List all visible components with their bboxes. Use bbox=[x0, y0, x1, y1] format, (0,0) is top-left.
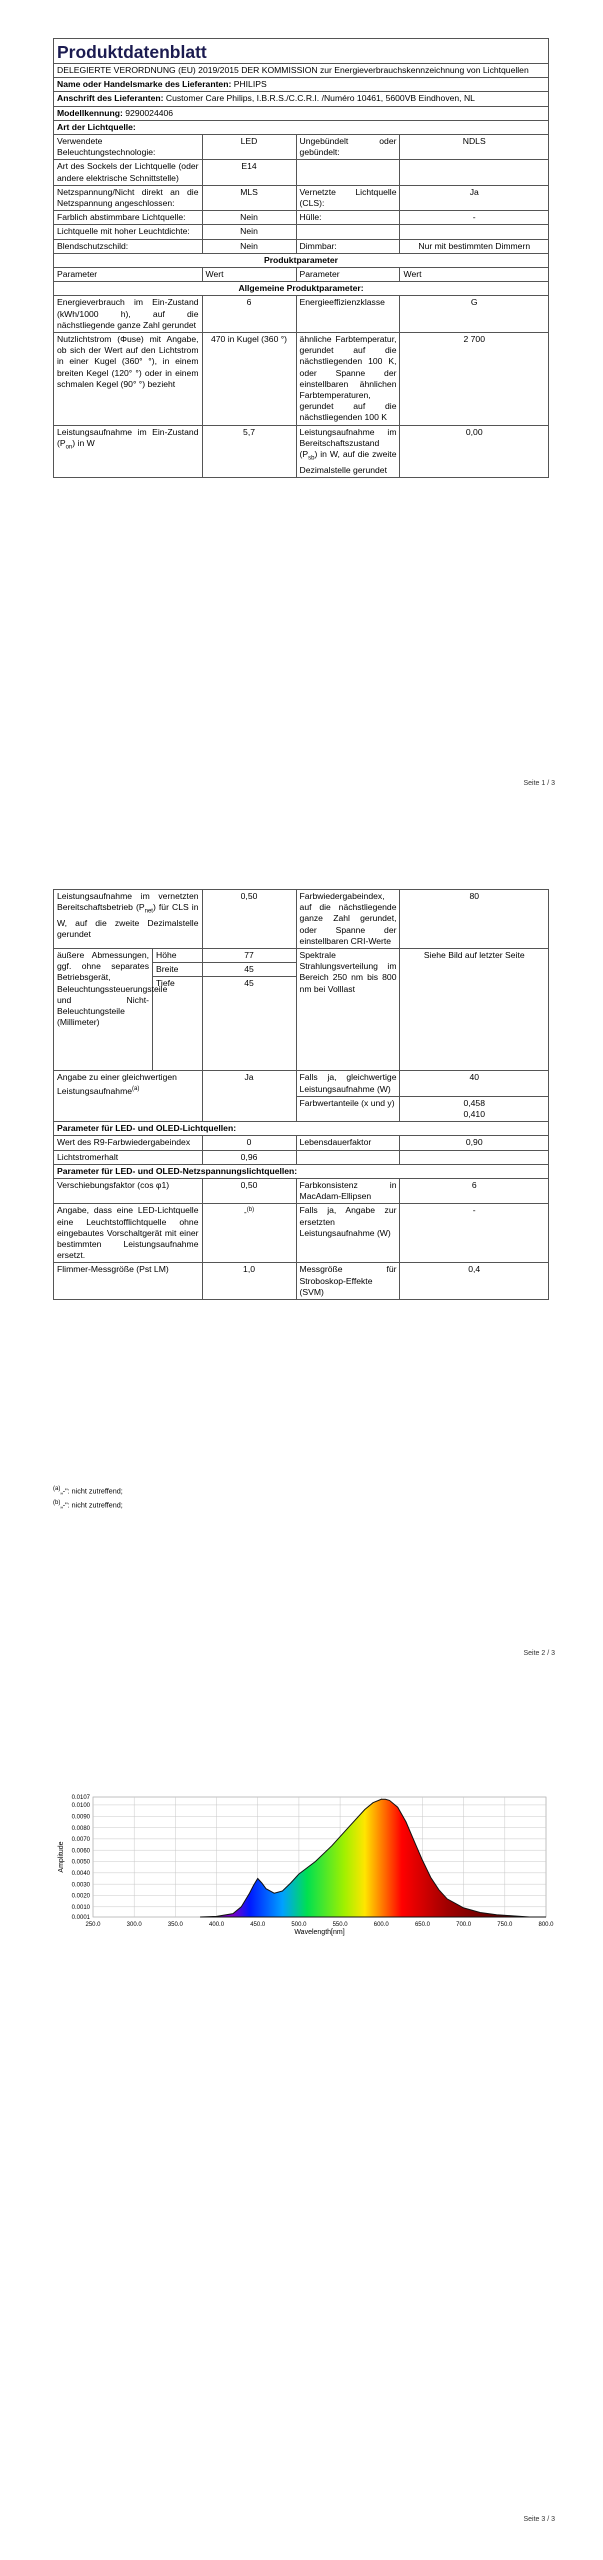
y-tick-label: 0.0107 bbox=[71, 1795, 90, 1802]
table-row: Farbwertanteile (x und y) 0,458 0,410 bbox=[54, 1096, 549, 1121]
supplier-name-row: Name oder Handelsmarke des Lieferanten: PHILIPS bbox=[54, 78, 549, 92]
y-tick-label: 0.0090 bbox=[71, 1814, 90, 1821]
x-tick-label: 450.0 bbox=[250, 1922, 266, 1928]
table-row: Art des Sockels der Lichtquelle (oder andere elektrische Schnittstelle) E14 bbox=[54, 160, 549, 185]
led-params-heading: Parameter für LED- und OLED-Lichtquellen: bbox=[54, 1122, 549, 1136]
y-tick-label: 0.0060 bbox=[71, 1848, 90, 1855]
table-row: Angabe, dass eine LED-Lichtquelle eine Leuchtstofflichtquelle ohne eingebautes Vorschaltgerät mit einer bestimmten Leistungsaufnahme ersetzt. -$^{(b)}$ Falls ja, Angabe zur ersetzten Leistungsaufnahme (W) - bbox=[54, 1204, 549, 1263]
x-tick-label: 250.0 bbox=[85, 1922, 101, 1928]
table-row: Flimmer-Messgröße (Pst LM) 1,0 Messgröße für Stroboskop-Effekte (SVM) 0,4 bbox=[54, 1263, 549, 1300]
x-tick-label: 750.0 bbox=[497, 1922, 513, 1928]
footnotes bbox=[53, 1483, 123, 1512]
x-axis-label: Wavelength[nm] bbox=[294, 1929, 345, 1936]
footnote-b: $^{(b)}$„-": nicht zutreffend; bbox=[53, 1500, 123, 1510]
page-number: Seite 1 / 3 bbox=[523, 780, 555, 787]
x-tick-label: 400.0 bbox=[209, 1922, 225, 1928]
y-tick-label: 0.0040 bbox=[71, 1871, 90, 1878]
page-number: Seite 2 / 3 bbox=[523, 1650, 555, 1657]
table-row: äußere Abmessungen, ggf. ohne separates Betriebsgerät, Beleuchtungssteuerungsteile und Nicht-Beleuchtungsteile (Millimeter) Höhe 77 Spektrale Strahlungsverteilung im Bereich 250 nm bis 800 nm bei Volllast Siehe Bild auf letzter Seite bbox=[54, 949, 549, 963]
table-row: Wert des R9-Farbwiedergabeindex 0 Lebensdauerfaktor 0,90 bbox=[54, 1136, 549, 1150]
x-tick-label: 550.0 bbox=[332, 1922, 348, 1928]
y-tick-label: 0.0070 bbox=[71, 1837, 90, 1844]
y-tick-label: 0.0010 bbox=[71, 1905, 90, 1912]
x-tick-label: 700.0 bbox=[456, 1922, 472, 1928]
y-tick-label: 0.0001 bbox=[71, 1915, 90, 1922]
table-row: Leistungsaufnahme im Ein-Zustand $(P_{on})$ in W 5,7 Leistungsaufnahme im Bereitschaftszustand $(P_{sb})$ in W, auf die zweite Dezimalstelle gerundet 0,00 bbox=[54, 425, 549, 478]
y-axis-label: Amplitude bbox=[58, 1841, 65, 1873]
table-row: Lichtquelle mit hoher Leuchtdichte: Nein bbox=[54, 225, 549, 239]
y-tick-label: 0.0050 bbox=[71, 1859, 90, 1866]
x-tick-label: 600.0 bbox=[373, 1922, 389, 1928]
footnote-a: $^{(a)}$„-": nicht zutreffend; bbox=[53, 1486, 123, 1496]
spectrum-chart bbox=[53, 1789, 558, 1954]
params-heading: Produktparameter bbox=[54, 253, 549, 267]
y-tick-label: 0.0020 bbox=[71, 1893, 90, 1900]
y-tick-label: 0.0030 bbox=[71, 1882, 90, 1889]
x-tick-label: 350.0 bbox=[167, 1922, 183, 1928]
table-row: Angabe zu einer gleichwertigen Leistungsaufnahme$^{(a)}$ Ja Falls ja, gleichwertige Leistungsaufnahme (W) 40 bbox=[54, 1071, 549, 1096]
supplier-address-row: Anschrift des Lieferanten: Customer Care Philips, I.B.R.S./C.C.R.I. /Numéro 10461, 5600VB Eindhoven, NL bbox=[54, 92, 549, 106]
datasheet-table-2 bbox=[53, 889, 549, 1300]
table-header-row: Parameter Wert Parameter Wert bbox=[54, 268, 549, 282]
page-number: Seite 3 / 3 bbox=[523, 2516, 555, 2523]
table-row: Netzspannung/Nicht direkt an die Netzspannung angeschlossen: MLS Vernetzte Lichtquelle (CLS): Ja bbox=[54, 185, 549, 210]
x-tick-label: 300.0 bbox=[126, 1922, 142, 1928]
mains-params-heading: Parameter für LED- und OLED-Netzspannungslichtquellen: bbox=[54, 1164, 549, 1178]
table-row: Nutzlichtstrom (Φuse) mit Angabe, ob sich der Wert auf den Lichtstrom in einer Kugel (360° °), in einem breiten Kegel (120° °) oder in einem schmalen Kegel (90° °) bezieht 470 in Kugel (360 °) ähnliche Farbtemperatur, gerundet auf die nächstliegenden 100 K, oder Spanne der einstellbaren ähnlichen Farbtemperaturen, gerundet auf die nächstliegenden 100 K 2 700 bbox=[54, 333, 549, 426]
x-tick-label: 650.0 bbox=[414, 1922, 430, 1928]
table-row: Leistungsaufnahme im vernetzten Bereitschaftsbetrieb $(P_{net})$ für CLS in W, auf die zweite Dezimalstelle gerundet 0,50 Farbwiedergabeindex, auf die nächstliegende ganze Zahl gerundet, oder Spanne der einstellbaren CRI-Werte 80 bbox=[54, 890, 549, 949]
table-row: Tiefe 45 bbox=[54, 977, 549, 1071]
table-row: Verwendete Beleuchtungstechnologie: LED Ungebündelt oder gebündelt: NDLS bbox=[54, 135, 549, 160]
table-row: Blendschutzschild: Nein Dimmbar: Nur mit bestimmten Dimmern bbox=[54, 239, 549, 253]
lightsource-heading: Art der Lichtquelle: bbox=[54, 120, 549, 134]
table-row: Breite 45 bbox=[54, 963, 549, 977]
table-row: Farblich abstimmbare Lichtquelle: Nein Hülle: - bbox=[54, 211, 549, 225]
y-tick-label: 0.0100 bbox=[71, 1803, 90, 1810]
general-params-heading: Allgemeine Produktparameter: bbox=[54, 282, 549, 296]
page-title: Produktdatenblatt bbox=[54, 39, 549, 64]
table-row: Verschiebungsfaktor (cos φ1) 0,50 Farbkonsistenz in MacAdam-Ellipsen 6 bbox=[54, 1179, 549, 1204]
table-row: Energieverbrauch im Ein-Zustand (kWh/1000 h), auf die nächstliegende ganze Zahl gerundet 6 Energieeffizienzklasse G bbox=[54, 296, 549, 333]
y-tick-label: 0.0080 bbox=[71, 1825, 90, 1832]
x-tick-label: 800.0 bbox=[538, 1922, 554, 1928]
regulation-text: DELEGIERTE VERORDNUNG (EU) 2019/2015 DER KOMMISSION zur Energieverbrauchskennzeichnung von Lichtquellen bbox=[54, 64, 549, 78]
model-row: Modellkennung: 9290024406 bbox=[54, 106, 549, 120]
x-tick-label: 500.0 bbox=[291, 1922, 307, 1928]
datasheet-table-1 bbox=[53, 38, 549, 478]
table-row: Lichtstromerhalt 0,96 bbox=[54, 1150, 549, 1164]
